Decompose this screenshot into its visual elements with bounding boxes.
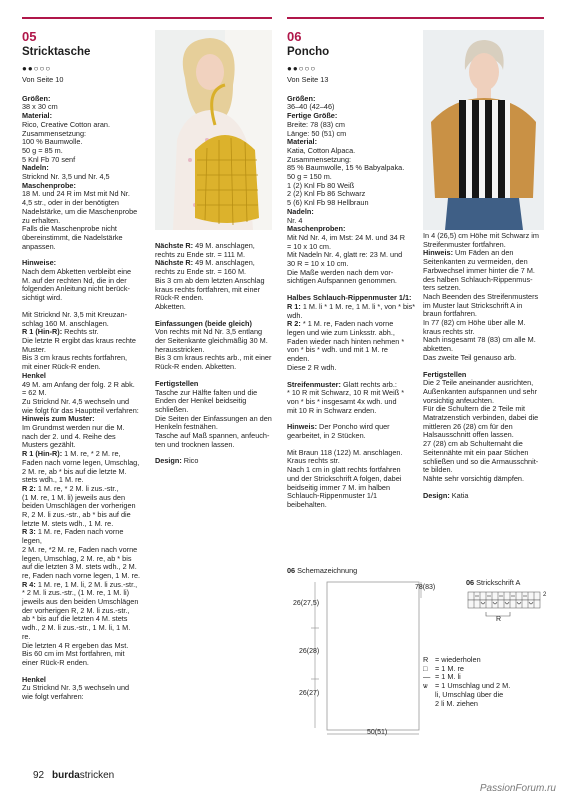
text-line: R 2: * 1 M. re, Faden nach vorne	[287, 319, 394, 329]
text-line: enden.	[287, 354, 310, 364]
legend-text: = wiederholen	[435, 655, 481, 664]
text-line: Zu Stricknd Nr. 3,5 wechseln und	[22, 683, 130, 693]
instruction-text	[22, 95, 152, 702]
text-line: Diese 2 R wdh.	[287, 362, 337, 372]
legend-text: = 1 M. li	[435, 672, 461, 682]
text-line: der Seitenkante gleichmäßig 30 M.	[155, 336, 268, 346]
text-line: braun fortfahren.	[423, 309, 477, 319]
text-line: Hinweis: Der Poncho wird quer	[287, 422, 390, 432]
text-line: Die 2 Teile aneinander ausrichten,	[423, 378, 534, 388]
text-line: Nadelstärke, um die Maschenprobe	[22, 206, 138, 216]
schema-label-left-3: 26(27)	[299, 690, 320, 697]
text-line: Nähte sehr vorsichtig dämpfen.	[423, 473, 524, 483]
text-line: gearbeitet, in 2 Stücken.	[287, 431, 366, 441]
photo-poncho	[423, 30, 544, 230]
text-line: beibehalten.	[287, 499, 327, 509]
text-line: zu erhalten.	[22, 215, 61, 225]
brand-bold: burda	[52, 770, 80, 781]
text-line: Streifenmuster: Glatt rechts arb.:	[287, 379, 397, 389]
text-line: legen und wie zum Linksstr. abh.,	[287, 327, 395, 337]
text-line: R 1 (Hin-R): Rechts str.	[22, 327, 99, 337]
text-line: herausstricken.	[155, 344, 205, 354]
text-line: Falls die Maschenprobe nicht	[22, 224, 117, 234]
text-line: sichtigen Aufspannen genommen.	[287, 276, 397, 286]
text-line: schließen.	[155, 404, 189, 414]
top-rule-left	[22, 17, 272, 19]
text-line: Für die Schultern die 2 Teile mit	[423, 404, 526, 414]
legend-text: = 1 M. re	[435, 663, 464, 673]
text-line: vorsichtig anfeuchten.	[423, 395, 494, 405]
text-line: 2 (2) Knl Fb 86 Schwarz	[287, 189, 366, 199]
chart-grid	[466, 590, 548, 624]
text-line: 38 x 30 cm	[22, 102, 58, 112]
text-line: sichtigt wird.	[22, 293, 63, 303]
photo-woman-in-poncho	[423, 30, 544, 230]
text-line: 5 (6) Knl Fb 98 Hellbraun	[287, 198, 369, 208]
text-line: Zusammensetzung:	[287, 154, 352, 164]
text-line: Mit Nadeln Nr. 4, glatt re: 23 M. und	[287, 250, 403, 260]
text-line: Maschenprobe:	[22, 180, 76, 190]
text-line: Die letzten 4 R ergeben das Mst.	[22, 640, 129, 650]
brand-rest: stricken	[79, 770, 115, 781]
text-line: letzte M. stets wdh., 1 M. re.	[22, 518, 114, 528]
text-line: ters setzen.	[423, 283, 461, 293]
legend-item	[423, 700, 548, 709]
text-line: Fertigstellen	[423, 369, 467, 379]
text-line: Abketten.	[155, 301, 186, 311]
text-line: Hinweise:	[22, 258, 57, 268]
text-line: 50 g = 85 m.	[22, 145, 63, 155]
text-line: Material:	[287, 137, 318, 147]
schema-label-width: 78(83)	[415, 584, 436, 591]
text-line: Faden wieder nach hinten nehmen *	[287, 336, 405, 346]
text-line: mit 10 R in Schwarz enden.	[287, 405, 377, 415]
text-line: beiden Umschlägen der vorherigen	[22, 501, 136, 511]
text-line: wie folgt für das Hauptteil verfahren:	[22, 405, 139, 415]
text-line: von * bis * insgesamt 4x wdh. und	[287, 396, 397, 406]
photo-stricktasche	[155, 30, 272, 230]
text-line: Nadeln:	[22, 163, 49, 173]
instruction-text	[155, 242, 275, 466]
text-line: R 4: 1 M. re, 1 M. li, 2 M. li zus.-str.,	[22, 579, 138, 589]
text-line: schlag 160 M. anschlagen.	[22, 318, 109, 328]
text-line: Material:	[22, 111, 53, 121]
text-line: Nach insgesamt 78 (83) cm alle M.	[423, 335, 536, 345]
text-line: Mit Stricknd Nr. 3,5 mit Kreuzan-	[22, 309, 128, 319]
text-line: (1 M. re, 1 M. li) jeweils aus den	[22, 492, 126, 502]
text-line: Halbes Schlauch-Rippenmuster 1/1:	[287, 293, 412, 303]
text-line: 18 M. und 24 R im Mst mit Nd Nr.	[22, 189, 130, 199]
text-line: Die letzte R ergibt das kraus rechte	[22, 335, 136, 345]
text-line: Im Grundmst werden nur die M.	[22, 423, 125, 433]
text-line: beidseitig immer 7 M. im halben	[287, 482, 391, 492]
text-line: folgenden Anleitung nicht berück-	[22, 284, 130, 294]
text-line: Nach Beenden des Streifenmusters	[423, 291, 539, 301]
text-line: rechts zu Ende str. = 111 M.	[155, 249, 245, 259]
text-line: te bilden.	[423, 465, 453, 475]
text-line: mittleren 26 (28) cm für den	[423, 421, 513, 431]
text-line: Katia, Cotton Alpaca.	[287, 145, 356, 155]
legend-symbol	[423, 700, 435, 709]
text-line: R 3: 1 M. re, Faden nach vorne	[22, 527, 124, 537]
text-line: kraus rechts fortfahren, mit einer	[155, 284, 261, 294]
text-line: R, 2 M. li zus.-str., ab * bis auf die	[22, 510, 131, 520]
text-line: wdh., 2 M. li zus.-str., 1 M. li, 1 M.	[22, 623, 131, 633]
col-stricktasche-cont	[155, 242, 275, 466]
text-line: Von rechts mit Nd Nr. 3,5 entlang	[155, 327, 263, 337]
text-line: 50 g = 150 m.	[287, 172, 332, 182]
text-line: 27 (28) cm ab Schulternaht die	[423, 439, 523, 449]
col-poncho-cont	[423, 232, 548, 500]
text-line: mit einer Rück-R enden.	[22, 362, 101, 372]
text-line: Die Seiten der Einfassungen an den	[155, 413, 272, 423]
schema-number: 06	[287, 566, 296, 575]
text-line: 5 Knl Fb 70 senf	[22, 154, 76, 164]
text-line: wdh.	[287, 310, 303, 320]
instruction-text	[423, 232, 548, 500]
schema-title: Schemazeichnung	[297, 566, 358, 575]
chart-row-label: 2	[543, 592, 547, 598]
text-line: Nach dem Abketten verbleibt eine	[22, 267, 132, 277]
text-line: legen,	[22, 536, 42, 546]
instruction-text	[287, 95, 422, 510]
text-line: Muster.	[22, 344, 46, 354]
text-line: wie folgt verfahren:	[22, 692, 84, 702]
text-line: Maschenproben:	[287, 224, 346, 234]
text-line: Hinweis zum Muster:	[22, 414, 95, 424]
text-line: Länge: 50 (51) cm	[287, 128, 347, 138]
pattern-number: 05	[22, 29, 37, 44]
text-line: R 2: 1 M. re, * 2 M. li zus.-str.,	[22, 483, 119, 493]
text-line: Breite: 78 (83) cm	[287, 119, 345, 129]
difficulty-rating: ●●○○○	[287, 64, 317, 73]
text-line: Nach 1 cm in glatt rechts fortfahren	[287, 465, 401, 475]
photo-woman-with-bag	[155, 30, 272, 230]
text-line: Kraus rechts str.	[287, 456, 340, 466]
text-line: Zu Stricknd Nr. 4,5 wechseln und	[22, 396, 130, 406]
text-line: Bis 3 cm kraus rechts arb., mit einer	[155, 353, 272, 363]
text-line: auf die letzten 3 M. stets wdh., 2 M.	[22, 562, 137, 572]
legend-list	[423, 656, 548, 708]
text-line: Fertigstellen	[155, 378, 199, 388]
watermark: PassionForum.ru	[479, 783, 556, 794]
legend-symbol: □	[423, 663, 428, 673]
text-line: Seitennähte mit ein paar Stichen	[423, 447, 529, 457]
text-line: Henkel	[22, 370, 46, 380]
text-line: kraus rechts str.	[423, 326, 475, 336]
source-reference: Von Seite 10	[22, 75, 64, 84]
legend-text: 2 li M. ziehen	[435, 698, 478, 708]
text-line: Streifenmuster fortfahren.	[423, 239, 506, 249]
text-line: Hinweis: Um Fäden an den	[423, 248, 514, 258]
text-line: von * bis * wdh. und mit 1 M. re	[287, 345, 388, 355]
text-line: Bis 3 cm kraus rechts fortfahren,	[22, 353, 128, 363]
text-line: Mit Nd Nr. 4, im Mst: 24 M. und 34 R	[287, 232, 406, 242]
text-line: des halben Schlauch-Rippenmus-	[423, 274, 533, 284]
text-line: Rico, Creative Cotton aran.	[22, 119, 111, 129]
chart-number: 06	[466, 578, 475, 587]
text-line: Schlauch-Rippenmuster 1/1	[287, 491, 378, 501]
text-line: Farbwechsel immer hinter die 7 M.	[423, 265, 535, 275]
chart-legend	[423, 656, 548, 708]
top-rule-right	[287, 17, 544, 19]
text-line: 30 R = 10 x 10 cm.	[287, 259, 349, 269]
text-line: Halsausschnitt offen lassen.	[423, 430, 514, 440]
text-line: ab * bis auf die letzten 4 M. stets	[22, 614, 128, 624]
text-line: und der Strickschrift A folgen, dabei	[287, 473, 402, 483]
text-line: re, Faden nach vorne legen, 1 M. re.	[22, 570, 141, 580]
text-line: legen, Umschlag, 2 M. re, ab * bis	[22, 553, 132, 563]
schema-label-left-2: 26(28)	[299, 648, 320, 655]
text-line: einer Rück-R enden.	[22, 658, 89, 667]
text-line: 4,5 str., oder in der benötigten	[22, 198, 119, 208]
text-line: Größen:	[287, 93, 316, 103]
page-number: 92	[33, 770, 45, 781]
text-line: im Muster laut Strickschrift A in	[423, 300, 523, 310]
difficulty-rating: ●●○○○	[22, 64, 52, 73]
text-line: Bis 3 cm ab dem letzten Anschlag	[155, 275, 265, 285]
text-line: Design: Rico	[155, 456, 199, 466]
text-line: re.	[22, 631, 31, 641]
text-line: Nächste R: 49 M. anschlagen,	[155, 241, 255, 250]
text-line: Henkel	[22, 674, 46, 684]
pattern-number: 06	[287, 29, 302, 44]
text-line: Nadeln:	[287, 206, 314, 216]
legend-symbol: R	[423, 655, 429, 664]
text-line: Nächste R: 49 M. anschlagen,	[155, 258, 255, 268]
text-line: = 62 M.	[22, 388, 47, 398]
text-line: Tasche auf Maß spannen, anfeuch-	[155, 431, 270, 441]
text-line: Stricknd Nr. 3,5 und Nr. 4,5	[22, 172, 110, 182]
text-line: Enden der Henkel beidseitig	[155, 396, 247, 406]
legend-symbol: ѡ	[423, 681, 428, 691]
text-line: Die Maße werden nach dem vor-	[287, 267, 394, 277]
text-line: 1 (2) Knl Fb 80 Weiß	[287, 180, 355, 190]
text-line: * 10 R mit Schwarz, 10 R mit Weiß *	[287, 388, 405, 398]
text-line: Nr. 4	[287, 215, 303, 225]
text-line: rechts zu Ende str. = 160 M.	[155, 267, 247, 277]
text-line: R 1 (Hin-R): 1 M. re, * 2 M. re,	[22, 449, 121, 459]
text-line: = 10 x 10 cm.	[287, 241, 332, 251]
text-line: ten und trocknen lassen.	[155, 439, 235, 449]
col-stricktasche	[22, 30, 152, 702]
text-line: 36–40 (42–46)	[287, 102, 335, 112]
legend-symbol	[423, 691, 435, 700]
source-reference: Von Seite 13	[287, 75, 329, 84]
text-line: 2 M. re, *2 M. re, Faden nach vorne	[22, 544, 138, 554]
text-line: der vorherigen R, 2 M. li zus.-str.,	[22, 605, 130, 615]
col-poncho	[287, 30, 422, 510]
knitting-chart	[466, 578, 548, 638]
text-line: Einfassungen (beide gleich)	[155, 318, 252, 328]
legend-symbol: —	[423, 672, 431, 682]
text-line: Mit Braun 118 (122) M. anschlagen.	[287, 447, 403, 457]
text-line: jeweils aus den beiden Umschlägen	[22, 597, 139, 607]
text-line: Design: Katia	[423, 490, 469, 500]
chart-title: Strickschrift A	[476, 578, 521, 587]
text-line: Rück-R enden.	[155, 293, 204, 303]
schema-label-length: 50(51)	[367, 729, 388, 736]
schema-label-left-1: 26(27,5)	[293, 600, 320, 607]
text-line: anpassen.	[22, 241, 56, 251]
legend-text: = 1 Umschlag und 2 M.	[435, 681, 511, 691]
text-line: M. auf der rechten Nd, die in der	[22, 275, 127, 285]
text-line: R 1: 1 M. li * 1 M. re, 1 M. li *, von * bis*	[287, 301, 416, 311]
legend-text: li, Umschlag über die	[435, 689, 504, 699]
text-line: 85 % Baumwolle, 15 % Babyalpaka.	[287, 163, 405, 173]
text-line: Zusammensetzung:	[22, 128, 87, 138]
chart-repeat-label: R	[496, 616, 502, 623]
text-line: Bis 60 cm im Mst fortfahren, mit	[22, 649, 125, 659]
text-line: schließen und so die Armausschnit-	[423, 456, 539, 466]
text-line: abketten.	[423, 344, 454, 354]
text-line: Fertige Größe:	[287, 111, 338, 121]
text-line: Rück-R enden. Abketten.	[155, 362, 237, 372]
text-line: Das zweite Teil genauso arb.	[423, 352, 517, 362]
text-line: * 2 M. li zus.-str., (1 M. re, 1 M. li)	[22, 588, 130, 598]
text-line: Tasche zur Hälfte falten und die	[155, 387, 258, 397]
text-line: In 4 (26,5) cm Höhe mit Schwarz im	[423, 231, 539, 240]
text-line: Faden nach vorne legen, Umschlag,	[22, 457, 140, 467]
text-line: 2 M. re, ab * bis auf die letzte M.	[22, 466, 127, 476]
schema-drawing	[287, 566, 436, 741]
text-line: In 77 (82) cm Höhe über alle M.	[423, 318, 526, 328]
text-line: 49 M. am Anfang der folg. 2 R abk.	[22, 379, 135, 389]
pattern-title: Poncho	[287, 46, 330, 58]
pattern-title: Stricktasche	[22, 46, 91, 58]
text-line: stets wdh., 1 M. re.	[22, 475, 84, 485]
text-line: übereinstimmt, die Nadelstärke	[22, 232, 123, 242]
magazine-brand	[52, 770, 114, 781]
text-line: Matratzenstich verbinden, dabei die	[423, 413, 539, 423]
text-line: Größen:	[22, 93, 51, 103]
text-line: 100 % Baumwolle.	[22, 137, 83, 147]
text-line: Henkeln festnähen.	[155, 422, 218, 432]
text-line: Außenkanten aufspannen und sehr	[423, 386, 537, 396]
text-line: Musters gezählt.	[22, 440, 76, 450]
text-line: Seitenkanten zu vermeiden, den	[423, 257, 528, 267]
text-line: nach der 2. und 4. Reihe des	[22, 431, 116, 441]
